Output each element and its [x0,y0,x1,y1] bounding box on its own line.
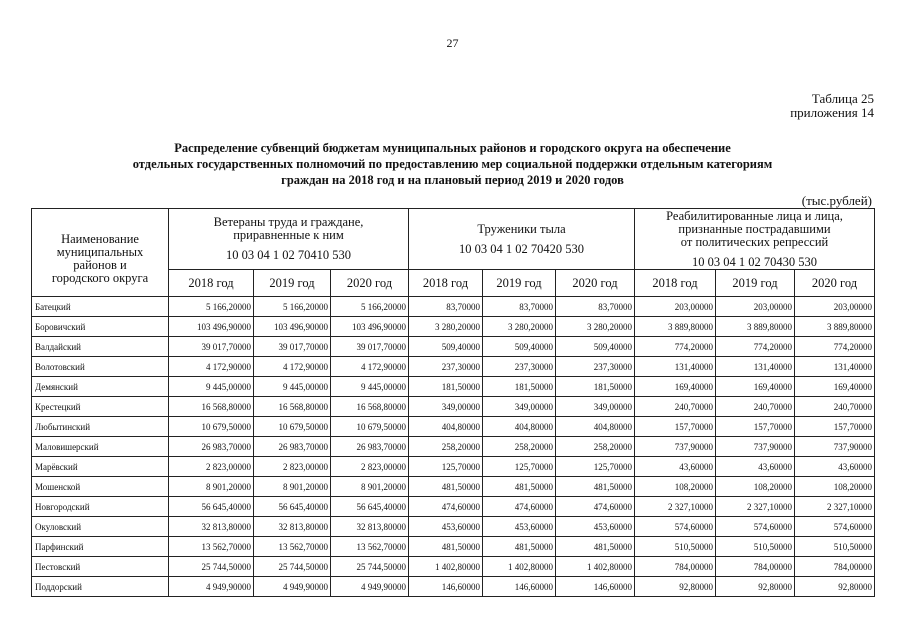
amount-cell: 146,60000 [483,577,556,597]
amount-cell: 737,90000 [795,437,875,457]
district-name: Мошенской [32,477,169,497]
header-group-home-front: Труженики тыла 10 03 04 1 02 70420 530 [409,209,635,270]
amount-cell: 125,70000 [409,457,483,477]
amount-cell: 169,40000 [716,377,795,397]
district-name: Волотовский [32,357,169,377]
header-year: 2020 год [331,270,409,297]
title-line: отдельных государственных полномочий по предоставлению мер социальной поддержки отдельным категориям [132,157,773,171]
district-name: Демянский [32,377,169,397]
amount-cell: 169,40000 [635,377,716,397]
amount-cell: 26 983,70000 [169,437,254,457]
amount-cell: 13 562,70000 [331,537,409,557]
district-name: Поддорский [32,577,169,597]
header-year: 2020 год [795,270,875,297]
amount-cell: 125,70000 [483,457,556,477]
amount-cell: 39 017,70000 [254,337,331,357]
amount-cell: 349,00000 [483,397,556,417]
amount-cell: 25 744,50000 [169,557,254,577]
amount-cell: 32 813,80000 [254,517,331,537]
amount-cell: 258,20000 [483,437,556,457]
amount-cell: 574,60000 [716,517,795,537]
district-name: Валдайский [32,337,169,357]
amount-cell: 481,50000 [483,477,556,497]
amount-cell: 481,50000 [556,477,635,497]
district-name: Марёвский [32,457,169,477]
amount-cell: 83,70000 [483,297,556,317]
amount-cell: 181,50000 [556,377,635,397]
amount-cell: 131,40000 [795,357,875,377]
amount-cell: 103 496,90000 [331,317,409,337]
amount-cell: 774,20000 [795,337,875,357]
amount-cell: 203,00000 [635,297,716,317]
amount-cell: 774,20000 [716,337,795,357]
amount-cell: 26 983,70000 [254,437,331,457]
amount-cell: 2 823,00000 [331,457,409,477]
amount-cell: 1 402,80000 [483,557,556,577]
amount-cell: 25 744,50000 [331,557,409,577]
amount-cell: 157,70000 [635,417,716,437]
amount-cell: 108,20000 [795,477,875,497]
amount-cell: 5 166,20000 [169,297,254,317]
title-line: граждан на 2018 год и на плановый период 2019 и 2020 годов [281,173,624,187]
table-row [32,557,875,577]
amount-cell: 3 889,80000 [716,317,795,337]
amount-cell: 453,60000 [483,517,556,537]
amount-cell: 39 017,70000 [169,337,254,357]
budget-code: 10 03 04 1 02 70430 530 [692,254,817,269]
table-body [32,297,875,597]
table-row [32,357,875,377]
subsidies-table [31,208,875,597]
table-row [32,297,875,317]
district-name: Любытинский [32,417,169,437]
amount-cell: 481,50000 [556,537,635,557]
amount-cell: 2 823,00000 [169,457,254,477]
amount-cell: 5 166,20000 [331,297,409,317]
header-name: Наименование муниципальных районов и городского округа [32,209,169,297]
amount-cell: 509,40000 [483,337,556,357]
district-name: Маловишерский [32,437,169,457]
header-year: 2020 год [556,270,635,297]
amount-cell: 258,20000 [556,437,635,457]
district-name: Парфинский [32,537,169,557]
district-name: Боровичский [32,317,169,337]
table-row [32,457,875,477]
header-group-row [32,209,875,270]
amount-cell: 9 445,00000 [169,377,254,397]
amount-cell: 240,70000 [635,397,716,417]
amount-cell: 240,70000 [795,397,875,417]
table-row [32,517,875,537]
table-row [32,477,875,497]
amount-cell: 237,30000 [409,357,483,377]
amount-cell: 2 823,00000 [254,457,331,477]
amount-cell: 510,50000 [716,537,795,557]
amount-cell: 181,50000 [409,377,483,397]
amount-cell: 737,90000 [635,437,716,457]
amount-cell: 9 445,00000 [254,377,331,397]
amount-cell: 404,80000 [409,417,483,437]
table-row [32,377,875,397]
district-name: Батецкий [32,297,169,317]
table-row [32,337,875,357]
amount-cell: 203,00000 [795,297,875,317]
title-line: Распределение субвенций бюджетам муниципальных районов и городского округа на обеспечение [174,141,731,155]
amount-cell: 2 327,10000 [795,497,875,517]
amount-cell: 240,70000 [716,397,795,417]
header-year: 2018 год [169,270,254,297]
amount-cell: 32 813,80000 [169,517,254,537]
amount-cell: 509,40000 [556,337,635,357]
table-reference [790,92,874,120]
amount-cell: 574,60000 [635,517,716,537]
amount-cell: 8 901,20000 [331,477,409,497]
amount-cell: 784,00000 [635,557,716,577]
amount-cell: 404,80000 [556,417,635,437]
header-group-veterans: Ветераны труда и граждане, приравненные к ним 10 03 04 1 02 70410 530 [169,209,409,270]
table-row [32,397,875,417]
amount-cell: 349,00000 [409,397,483,417]
amount-cell: 481,50000 [409,477,483,497]
amount-cell: 4 172,90000 [169,357,254,377]
amount-cell: 131,40000 [716,357,795,377]
amount-cell: 1 402,80000 [556,557,635,577]
amount-cell: 146,60000 [409,577,483,597]
amount-cell: 157,70000 [795,417,875,437]
table-row [32,537,875,557]
amount-cell: 169,40000 [795,377,875,397]
amount-cell: 349,00000 [556,397,635,417]
amount-cell: 10 679,50000 [169,417,254,437]
amount-cell: 481,50000 [409,537,483,557]
amount-cell: 108,20000 [635,477,716,497]
amount-cell: 4 949,90000 [331,577,409,597]
amount-cell: 10 679,50000 [254,417,331,437]
amount-cell: 774,20000 [635,337,716,357]
page-number: 27 [446,36,459,50]
amount-cell: 43,60000 [635,457,716,477]
header-year: 2019 год [254,270,331,297]
amount-cell: 10 679,50000 [331,417,409,437]
amount-cell: 2 327,10000 [635,497,716,517]
amount-cell: 3 280,20000 [483,317,556,337]
amount-cell: 510,50000 [635,537,716,557]
table-row [32,497,875,517]
amount-cell: 474,60000 [409,497,483,517]
amount-cell: 474,60000 [483,497,556,517]
amount-cell: 237,30000 [483,357,556,377]
amount-cell: 237,30000 [556,357,635,377]
amount-cell: 4 172,90000 [331,357,409,377]
amount-cell: 5 166,20000 [254,297,331,317]
amount-cell: 4 172,90000 [254,357,331,377]
amount-cell: 39 017,70000 [331,337,409,357]
appendix-number: приложения 14 [790,105,874,120]
amount-cell: 3 889,80000 [635,317,716,337]
amount-cell: 574,60000 [795,517,875,537]
table-row [32,317,875,337]
table-row [32,577,875,597]
amount-cell: 481,50000 [483,537,556,557]
header-year: 2018 год [409,270,483,297]
amount-cell: 8 901,20000 [254,477,331,497]
table-row [32,437,875,457]
amount-cell: 510,50000 [795,537,875,557]
amount-cell: 3 280,20000 [556,317,635,337]
amount-cell: 9 445,00000 [331,377,409,397]
amount-cell: 25 744,50000 [254,557,331,577]
amount-cell: 1 402,80000 [409,557,483,577]
amount-cell: 181,50000 [483,377,556,397]
amount-cell: 203,00000 [716,297,795,317]
amount-cell: 13 562,70000 [254,537,331,557]
amount-cell: 56 645,40000 [331,497,409,517]
amount-cell: 43,60000 [795,457,875,477]
amount-cell: 92,80000 [795,577,875,597]
header-year: 2018 год [635,270,716,297]
amount-cell: 83,70000 [556,297,635,317]
amount-cell: 16 568,80000 [254,397,331,417]
amount-cell: 4 949,90000 [169,577,254,597]
amount-cell: 737,90000 [716,437,795,457]
header-group-rehabilitated: Реабилитированные лица и лица, признанные пострадавшими от политических репрессий 10 03 04 1 02 70430 530 [635,209,875,270]
amount-cell: 474,60000 [556,497,635,517]
amount-cell: 92,80000 [716,577,795,597]
header-year: 2019 год [483,270,556,297]
amount-cell: 32 813,80000 [331,517,409,537]
amount-cell: 92,80000 [635,577,716,597]
amount-cell: 13 562,70000 [169,537,254,557]
budget-code: 10 03 04 1 02 70410 530 [226,248,351,262]
amount-cell: 56 645,40000 [254,497,331,517]
amount-cell: 103 496,90000 [254,317,331,337]
amount-cell: 258,20000 [409,437,483,457]
amount-cell: 108,20000 [716,477,795,497]
amount-cell: 146,60000 [556,577,635,597]
district-name: Новгородский [32,497,169,517]
amount-cell: 453,60000 [409,517,483,537]
amount-cell: 26 983,70000 [331,437,409,457]
amount-cell: 3 889,80000 [795,317,875,337]
amount-cell: 453,60000 [556,517,635,537]
amount-cell: 83,70000 [409,297,483,317]
amount-cell: 125,70000 [556,457,635,477]
document-title [40,140,865,188]
amount-cell: 157,70000 [716,417,795,437]
amount-cell: 509,40000 [409,337,483,357]
amount-cell: 43,60000 [716,457,795,477]
header-year: 2019 год [716,270,795,297]
amount-cell: 784,00000 [716,557,795,577]
amount-cell: 784,00000 [795,557,875,577]
amount-cell: 16 568,80000 [169,397,254,417]
amount-cell: 103 496,90000 [169,317,254,337]
amount-cell: 56 645,40000 [169,497,254,517]
table-row [32,417,875,437]
budget-code: 10 03 04 1 02 70420 530 [459,241,584,256]
amount-cell: 4 949,90000 [254,577,331,597]
amount-cell: 404,80000 [483,417,556,437]
amount-cell: 16 568,80000 [331,397,409,417]
district-name: Крестецкий [32,397,169,417]
district-name: Пестовский [32,557,169,577]
table-number: Таблица 25 [811,91,874,106]
amount-cell: 3 280,20000 [409,317,483,337]
amount-cell: 2 327,10000 [716,497,795,517]
amount-cell: 8 901,20000 [169,477,254,497]
amount-cell: 131,40000 [635,357,716,377]
units-label: (тыс.рублей) [801,193,872,208]
district-name: Окуловский [32,517,169,537]
